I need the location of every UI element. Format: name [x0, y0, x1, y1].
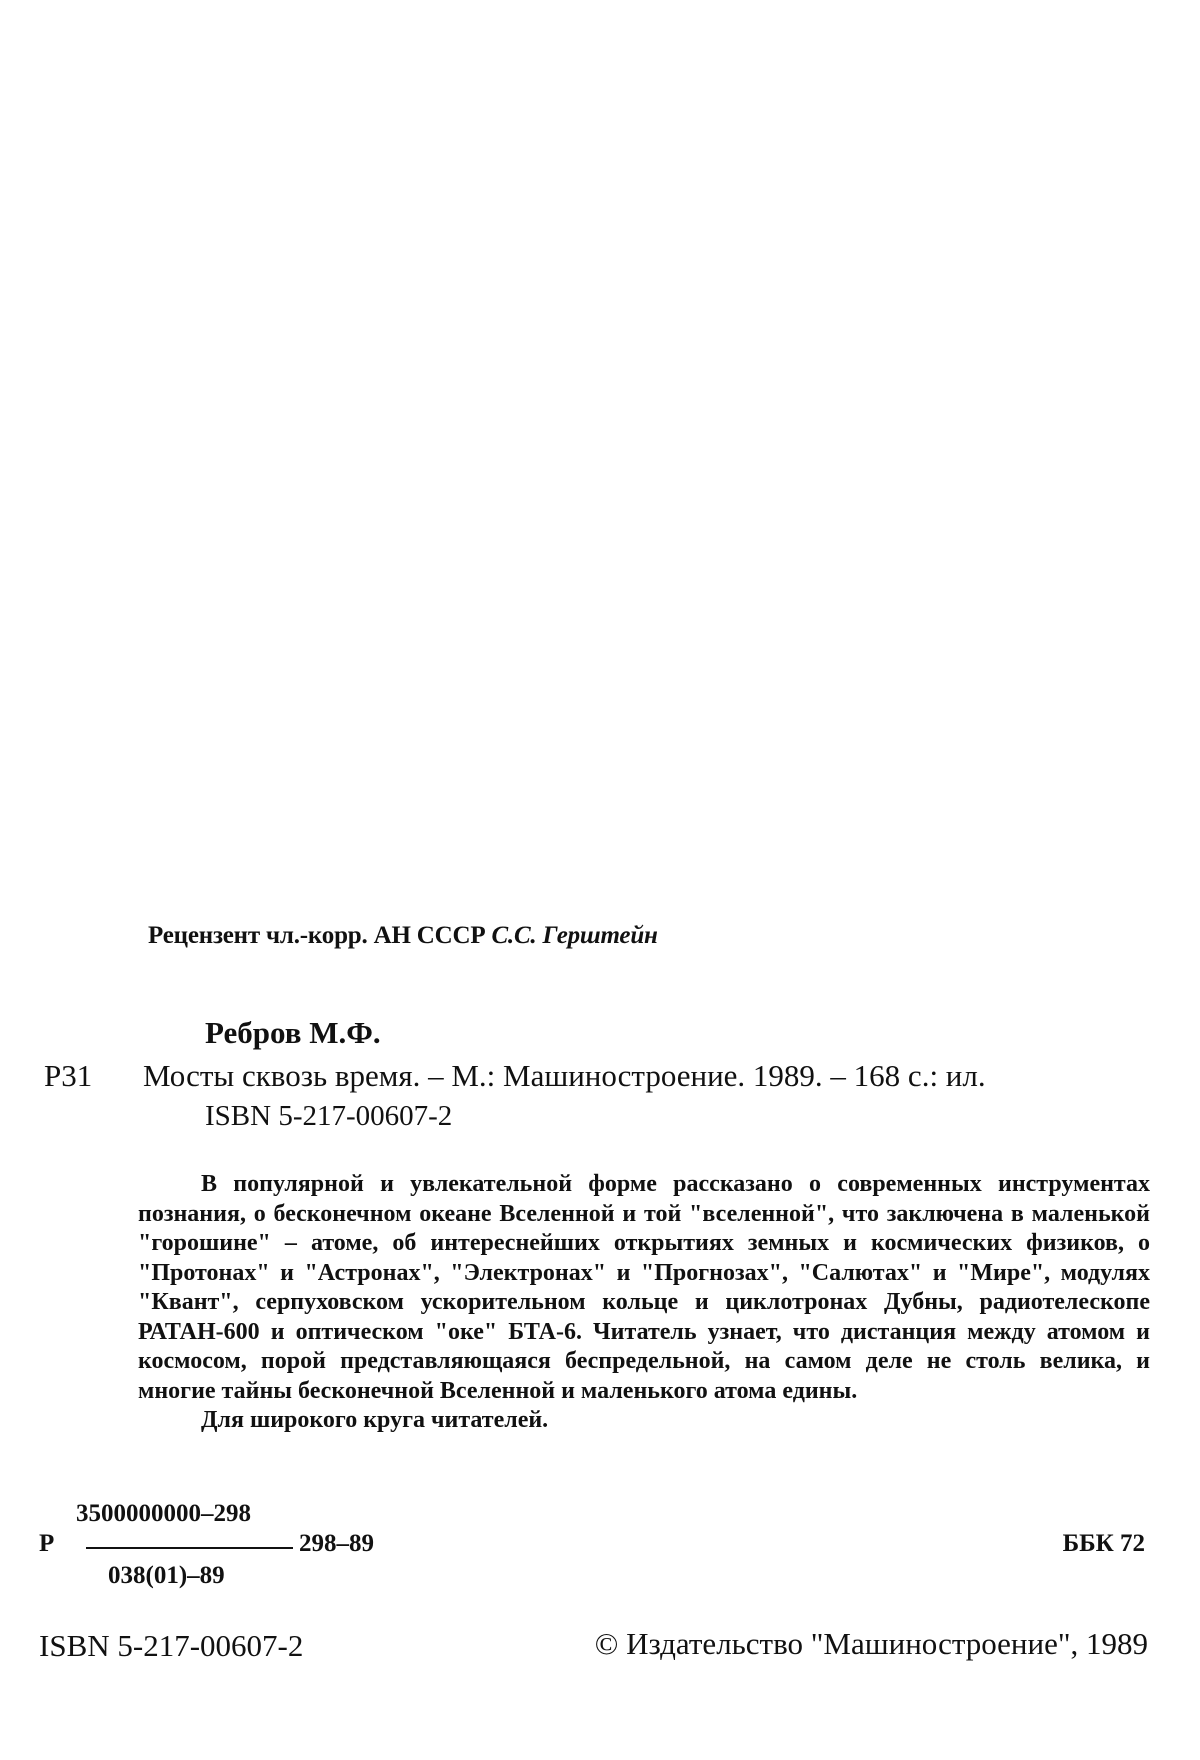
- copyright-notice: © Издательство "Машиностроение", 1989: [594, 1626, 1148, 1661]
- reviewer-prefix: Рецензент чл.-корр. АН СССР: [148, 922, 492, 949]
- annotation-body: В популярной и увлекательной форме рассказано о современных инструментах познания, о бесконечном океане Вселенной и той "вселенной", что заключена в маленькой "горошине" – атоме, об интереснейших открытиях земных и космических физиков, о "Протонах" и "Астронах", "Электронах" и "Прогнозах", "Салютах" и "Мире", модулях "Квант", серпуховском ускорительном кольце и циклотронах Дубны, радиотелескопе РАТАН-600 и оптическом "оке" БТА-6. Читатель узнает, что дистанция между атомом и космосом, порой представляющаяся беспредельной, на самом деле не столь велика, и многие тайны бесконечной Вселенной и маленького атома едины.: [138, 1171, 1150, 1404]
- classification-denominator: 038(01)–89: [108, 1562, 225, 1589]
- footer-isbn: ISBN 5-217-00607-2: [39, 1628, 304, 1663]
- annotation-audience: Для широкого круга читателей.: [201, 1407, 549, 1433]
- reviewer-line: [148, 922, 658, 950]
- classification-letter: Р: [39, 1530, 55, 1557]
- classification-numerator: 3500000000–298: [76, 1500, 251, 1527]
- classification-suffix: 298–89: [299, 1530, 374, 1557]
- reviewer-name: С.С. Герштейн: [491, 922, 658, 949]
- bbk-code: ББК 72: [1062, 1530, 1145, 1557]
- catalog-isbn: ISBN 5-217-00607-2: [205, 1100, 453, 1132]
- fraction-divider: [86, 1547, 293, 1549]
- annotation: [138, 1170, 1150, 1436]
- catalog-title-line: Мосты сквозь время. – М.: Машиностроение. 1989. – 168 с.: ил.: [143, 1058, 986, 1093]
- catalog-author: Ребров М.Ф.: [205, 1015, 381, 1050]
- catalog-index: Р31: [44, 1058, 93, 1093]
